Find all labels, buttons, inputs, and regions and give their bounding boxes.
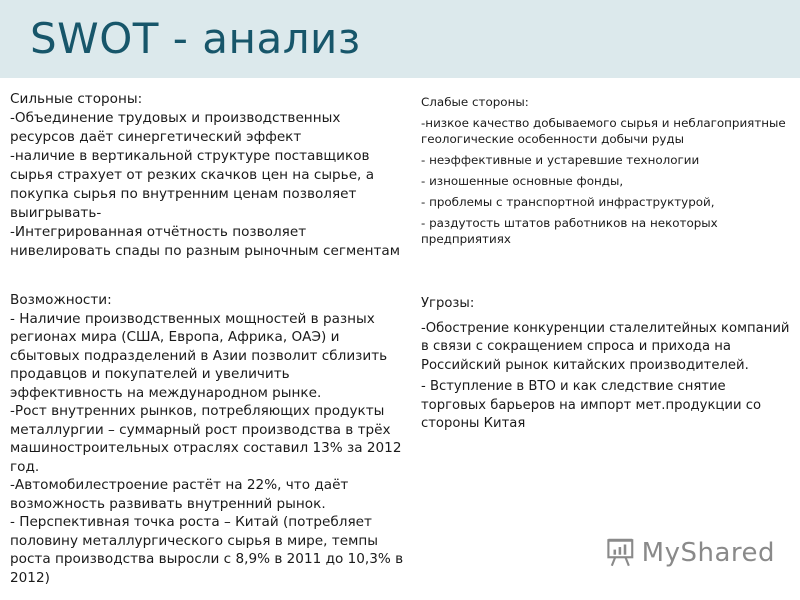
weaknesses-section [421,94,791,247]
opportunities-item: -Автомобилестроение растёт на 22%, что даёт возможность развивать внутренний рынок. [10,477,349,512]
weaknesses-item: -низкое качество добываемого сырья и неблагоприятные геологические особенности добычи руды [421,116,786,146]
weaknesses-item: - раздутость штатов работников на некоторых предприятиях [421,216,718,246]
strengths-section [10,90,405,261]
threats-section [421,295,793,434]
weaknesses-heading: Слабые стороны: [421,95,529,109]
opportunities-section [10,291,405,587]
strengths-item: -наличие в вертикальной структуре поставщиков сырья страхует от резких скачков цен на сырье, а покупка сырья по внутренним ценам позволяет выигрывать- [10,148,375,221]
weaknesses-item: - изношенные основные фонды, [421,174,624,188]
presentation-board-icon [605,535,636,571]
weaknesses-item: - неэффективные и устаревшие технологии [421,153,700,167]
threats-item: -Обострение конкуренции сталелитейных компаний в связи с сокращением спроса и прихода на Российский рынок китайских производителей. [421,320,790,373]
myshared-watermark [605,533,775,573]
threats-item: - Вступление в ВТО и как следствие снятие торговых барьеров на импорт мет.продукции со стороны Китая [421,379,762,431]
watermark-text: MyShared [641,538,775,568]
opportunities-heading: Возможности: [10,292,112,308]
slide-header [0,0,800,78]
strengths-item: -Интегрированная отчётность позволяет нивелировать спады по разным рыночным сегментам [10,224,400,259]
strengths-item: -Объединение трудовых и производственных ресурсов даёт синергетический эффект [10,110,341,145]
opportunities-item: -Рост внутренних рынков, потребляющих продукты металлургии – суммарный рост производства в трёх машиностроительных отраслях составил 13% за 2012 год. [10,403,402,475]
opportunities-item: - Перспективная точка роста – Китай (потребляет половину металлургического сырья в мире, темпы роста производства выросли с 8,9% в 2011 до 10,3% в 2012) [10,514,404,586]
strengths-heading: Сильные стороны: [10,91,143,107]
weaknesses-item: - проблемы с транспортной инфраструктурой, [421,195,715,209]
opportunities-item: - Наличие производственных мощностей в разных регионах мира (США, Европа, Африка, ОАЭ) и сбытовых подразделений в Азии позволит сблизить продавцов и покупателей и увеличить эффективность на международном рынке. [10,310,388,401]
slide-title: SWOT - анализ [30,14,361,63]
threats-heading: Угрозы: [421,296,475,311]
